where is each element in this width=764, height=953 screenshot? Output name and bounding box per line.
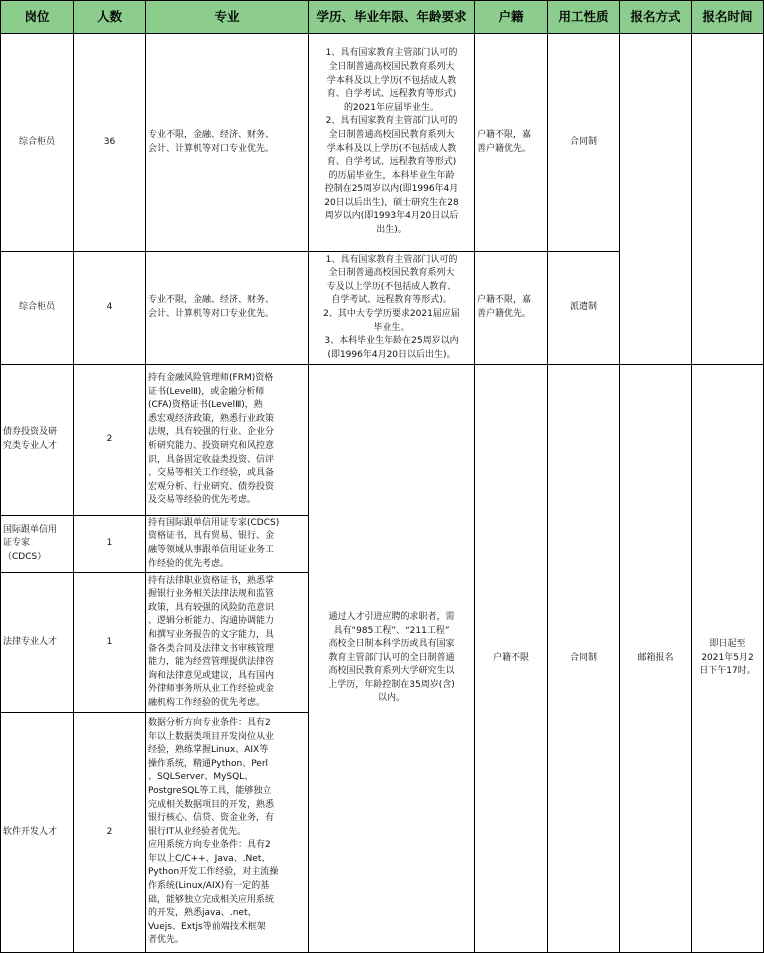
position-cell: 综合柜员 (1, 252, 74, 365)
education-cell: 1、具有国家教育主管部门认可的 全日制普通高校国民教育系列大 专及以上学历(不包括成人教育、 自学考试、远程教育等形式)。 2、其中大专学历要求2021届应届 毕业生。 3、本科毕业生年龄在25周岁以内 (即1996年4月20日以后出生)。 (309, 252, 475, 365)
position-cell: 法律专业人才 (1, 573, 74, 713)
count-cell: 1 (74, 516, 146, 573)
count-cell: 1 (74, 573, 146, 713)
position-cell: 软件开发人才 (1, 713, 74, 953)
apply-time-cell: 即日起至 2021年5月2 日下午17时。 (692, 365, 764, 953)
apply-method-empty-cell (620, 34, 692, 365)
specialist-hukou-cell: 户籍不限 (475, 365, 548, 953)
apply-method-cell: 邮箱报名 (620, 365, 692, 953)
header-employment-type: 用工性质 (548, 1, 620, 34)
major-cell: 持有金融风险管理师(FRM)资格 证书(LevelⅡ)，或金融分析师 (CFA)资格证书(LevelⅢ)，熟 悉宏观经济政策，熟悉行业政策 法规，具有较强的行业、企业分 析研究能力、投资研究和风控意 识，具备固定收益类投资、信评 、交易等相关工作经验，或具备 宏观分析、行业研究、债券投资 及交易等经验的优先考虑。 (146, 365, 309, 516)
table-row (1, 34, 764, 252)
employment-type-cell: 合同制 (548, 34, 620, 252)
header-row (1, 1, 764, 34)
header-position: 岗位 (1, 1, 74, 34)
employment-type-cell: 派遣制 (548, 252, 620, 365)
header-major: 专业 (146, 1, 309, 34)
header-count: 人数 (74, 1, 146, 34)
count-cell: 36 (74, 34, 146, 252)
header-hukou: 户籍 (475, 1, 548, 34)
apply-time-empty-cell (692, 34, 764, 365)
specialist-employment-type-cell: 合同制 (548, 365, 620, 953)
major-cell: 持有国际跟单信用证专家(CDCS) 资格证书，具有贸易、银行、金 融等领域从事跟单信用证业务工 作经验的优先考虑。 (146, 516, 309, 573)
count-cell: 2 (74, 365, 146, 516)
table-row (1, 365, 764, 516)
position-cell: 综合柜员 (1, 34, 74, 252)
major-cell: 数据分析方向专业条件：具有2 年以上数据类项目开发岗位从业 经验，熟练掌握Linux、AIX等 操作系统，精通Python、Perl 、SQLServer、MySQL、 PostgreSQL等工具，能够独立 完成相关数据项目的开发，熟悉 银行核心、信贷、资金业务，有 银行IT从业经验者优先。 应用系统方向专业条件：具有2 年以上C/C++、Java、.Net、 Python开发工作经验，对主流操 作系统(Linux/AIX)有一定的基 础，能够独立完成相关应用系统 的开发，熟悉java、.net、 Vuejs、Extjs等前端技术框架 者优先。 (146, 713, 309, 953)
specialist-education-cell: 通过人才引进应聘的求职者，需 具有“985工程”、“211工程” 高校全日制本科学历或具有国家 教育主管部门认可的全日制普通 高校国民教育系列大学研究生以 上学历，年龄控制在35周岁(含) 以内。 (309, 365, 475, 953)
education-cell: 1、具有国家教育主管部门认可的 全日制普通高校国民教育系列大 学本科及以上学历(不包括成人教 育、自学考试、远程教育等形式) 的2021年应届毕业生。 2、具有国家教育主管部门认可的 全日制普通高校国民教育系列大 学本科及以上学历(不包括成人教 育、自学考试、远程教育等形式) 的历届毕业生，本科毕业生年龄 控制在25周岁以内(即1996年4月 20日以后出生)，硕士研究生在28 周岁以内(即1993年4月20日以后 出生)。 (309, 34, 475, 252)
header-education: 学历、毕业年限、年龄要求 (309, 1, 475, 34)
major-cell: 专业不限，金融、经济、财务、 会计、计算机等对口专业优先。 (146, 252, 309, 365)
hukou-cell: 户籍不限，嘉 善户籍优先。 (475, 252, 548, 365)
major-cell: 持有法律职业资格证书，熟悉掌 握银行业务相关法律法规和监管 政策，具有较强的风险防范意识 、逻辑分析能力、沟通协调能力 和撰写业务报告的文字能力，具 备各类合同及法律文书审核管理 能力，能为经营管理提供法律咨 询和法律意见或建议，具有国内 外律师事务所从业工作经验或金 融机构工作经验的优先考虑。 (146, 573, 309, 713)
count-cell: 2 (74, 713, 146, 953)
header-apply-time: 报名时间 (692, 1, 764, 34)
hukou-cell: 户籍不限，嘉 善户籍优先。 (475, 34, 548, 252)
position-cell: 债券投资及研 究类专业人才 (1, 365, 74, 516)
position-cell: 国际跟单信用 证专家 （CDCS） (1, 516, 74, 573)
major-cell: 专业不限，金融、经济、财务、 会计、计算机等对口专业优先。 (146, 34, 309, 252)
header-apply-method: 报名方式 (620, 1, 692, 34)
count-cell: 4 (74, 252, 146, 365)
